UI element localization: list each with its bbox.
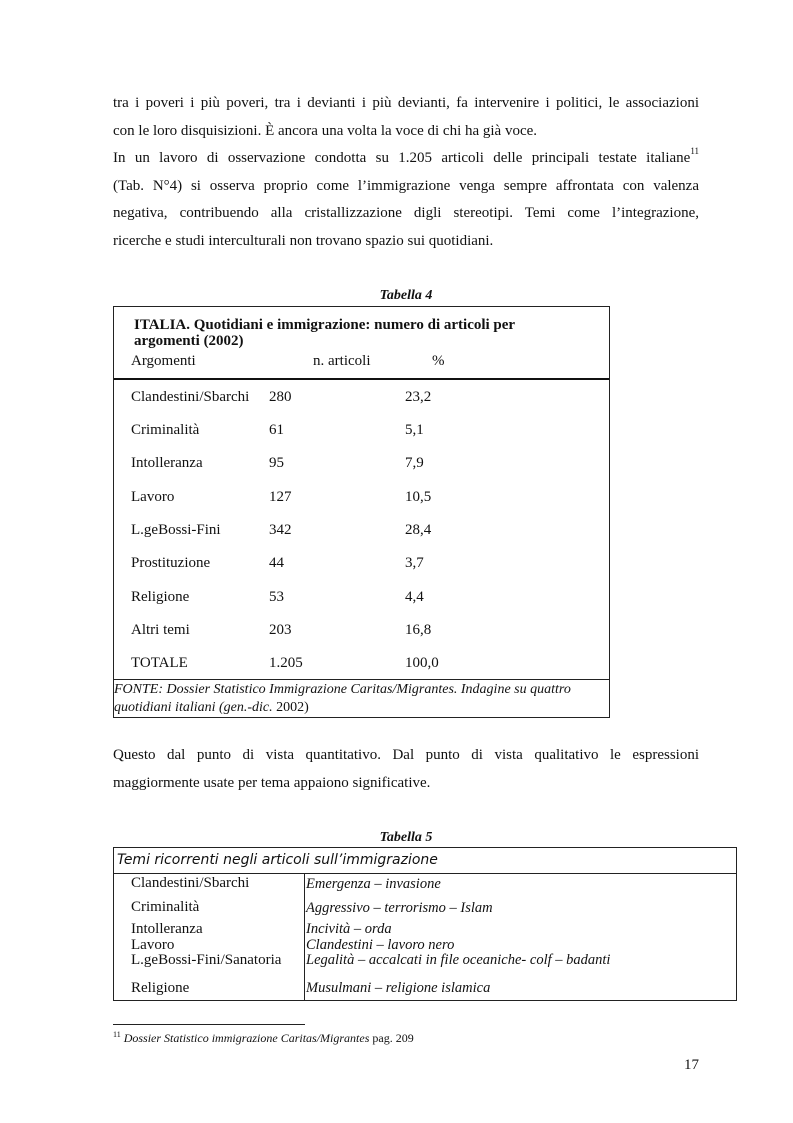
row-count: 342 [269,522,292,538]
page-number: 17 [684,1057,699,1073]
paragraph-3-line-1: Questo dal punto di vista quantitativo. Dal punto di vista qualitativo le espressioni [113,747,699,763]
paragraph-1 [113,90,699,145]
table-row [114,489,609,511]
table-4-source-text: FONTE: Dossier Statistico Immigrazione Caritas/Migrantes. Indagine su quattro quotidiani italiani (gen.-dic. [114,682,571,715]
table-4-footer-rule [114,679,609,680]
table-5-expression: Legalità – accalcati in file oceaniche- colf – badanti [306,952,611,968]
table-4-header-rule [114,378,609,380]
table-4-title: ITALIA. Quotidiani e immigrazione: numero di articoli per argomenti (2002) [134,317,515,349]
row-pct: 4,4 [405,589,424,605]
row-count: 1.205 [269,655,303,671]
paragraph-2-line-1 [113,145,699,173]
row-topic: TOTALE [131,655,188,671]
table-4-header-count: n. articoli [313,353,371,369]
row-pct: 100,0 [405,655,439,671]
table-row-total [114,655,609,677]
row-pct: 7,9 [405,455,424,471]
row-pct: 3,7 [405,555,424,571]
paragraph-1-line-1: tra i poveri i più poveri, tra i devianti i più devianti, fa intervenire i politici, le associazioni [113,95,699,111]
table-4-caption: Tabella 4 [379,288,433,303]
table-4-source-year: 2002) [272,700,309,715]
row-pct: 10,5 [405,489,432,505]
row-topic: Prostituzione [131,555,211,571]
table-5-topic: Religione [131,980,190,996]
table-5-topic: Clandestini/Sbarchi [131,875,250,891]
row-topic: Clandestini/Sbarchi [131,389,250,405]
table-row [114,589,609,611]
row-count: 44 [269,555,284,571]
footnote-number: 11 [113,1030,121,1039]
row-topic: L.geBossi-Fini [131,522,221,538]
table-5-topic: Lavoro [131,937,175,953]
footnote-rule [113,1024,305,1025]
table-row [114,389,609,411]
row-count: 280 [269,389,292,405]
row-count: 203 [269,622,292,638]
paragraph-2-line-2: (Tab. N°4) si osserva proprio come l’immigrazione venga sempre affrontata con valenza [113,177,699,194]
paragraph-3-line-2: maggiormente usate per tema appaiono significative. [113,774,431,791]
paragraph-1-line-2: con le loro disquisizioni. È ancora una volta la voce di chi ha già voce. [113,122,538,139]
table-5-expression: Emergenza – invasione [306,876,441,892]
row-pct: 28,4 [405,522,432,538]
table-5-header: Temi ricorrenti negli articoli sull’immigrazione [114,848,736,874]
table-row [114,522,609,544]
paragraph-2-line-1-text: In un lavoro di osservazione condotta su 1.205 articoli delle principali testate italiane [113,150,691,166]
paragraph-2-line-3: negativa, contribuendo alla cristallizzazione digli stereotipi. Temi come l’integrazione, [113,205,699,221]
row-pct: 5,1 [405,422,424,438]
table-4-source [114,681,611,717]
footnote-source: Dossier Statistico immigrazione Caritas/Migrantes [123,1031,370,1045]
table-4 [113,306,610,718]
row-count: 95 [269,455,284,471]
row-count: 127 [269,489,292,505]
row-topic: Criminalità [131,422,200,438]
table-5-column-divider [304,873,305,1000]
row-count: 53 [269,589,284,605]
table-row [114,555,609,577]
row-topic: Intolleranza [131,455,203,471]
table-5-topic: L.geBossi-Fini/Sanatoria [131,952,282,968]
row-topic: Religione [131,589,190,605]
table-5-topic: Criminalità [131,899,200,915]
table-4-header-topic: Argomenti [131,353,196,369]
table-row [114,422,609,444]
table-5 [113,847,737,1001]
footnote-ref: 11 [690,146,699,156]
row-topic: Altri temi [131,622,190,638]
table-4-header-pct: % [432,353,445,369]
table-5-expression: Clandestini – lavoro nero [306,937,455,953]
table-5-topic: Intolleranza [131,921,203,937]
table-5-expression: Musulmani – religione islamica [306,980,491,996]
table-row [114,455,609,477]
row-pct: 16,8 [405,622,432,638]
table-5-caption: Tabella 5 [379,830,433,845]
footnote-page: pag. 209 [369,1031,414,1045]
row-count: 61 [269,422,284,438]
table-5-expression: Incività – orda [306,921,392,937]
row-topic: Lavoro [131,489,175,505]
row-pct: 23,2 [405,389,432,405]
paragraph-3 [113,742,699,797]
table-5-expression: Aggressivo – terrorismo – Islam [306,900,493,916]
table-row [114,622,609,644]
paragraph-2 [113,145,699,255]
footnote [113,1031,414,1046]
paragraph-2-line-4: ricerche e studi interculturali non trovano spazio sui quotidiani. [113,232,494,249]
